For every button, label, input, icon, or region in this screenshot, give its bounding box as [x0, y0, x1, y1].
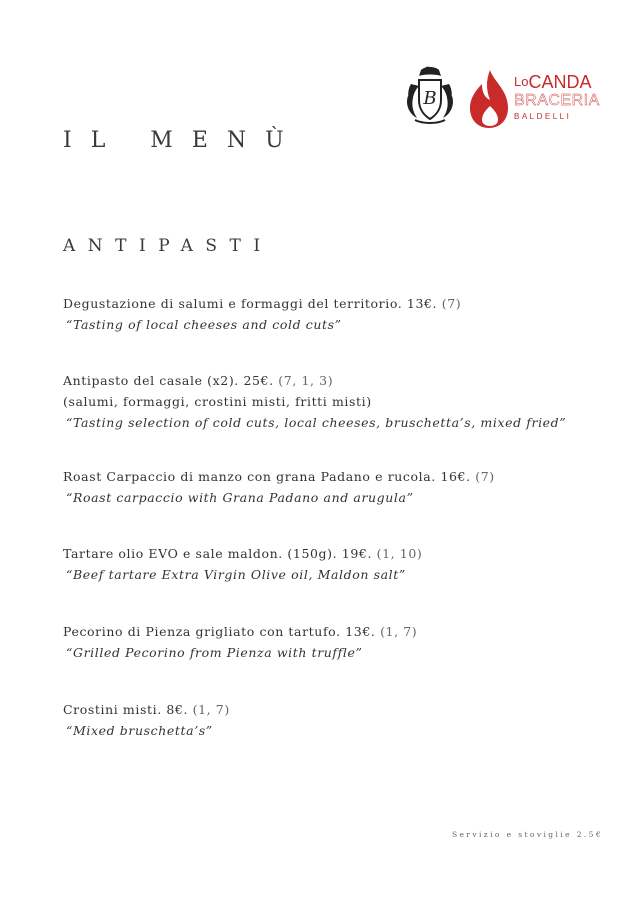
brand-name-locanda: [514, 72, 594, 92]
menu-item: [63, 293, 603, 335]
menu-item-translation: “Roast carpaccio with Grana Padano and arugula”: [66, 490, 414, 505]
menu-item-name: Roast Carpaccio di manzo con grana Padano e rucola. 16€.: [63, 469, 471, 484]
menu-item-allergens: (7, 1, 3): [278, 373, 334, 388]
menu-item-name: Degustazione di salumi e formaggi del territorio. 13€.: [63, 296, 438, 311]
menu-item-name: Tartare olio EVO e sale maldon. (150g). 19€.: [63, 546, 373, 561]
menu-item-detail: (salumi, formaggi, crostini misti, fritti misti): [63, 394, 372, 409]
menu-item-translation: “Tasting selection of cold cuts, local cheeses, bruschetta’s, mixed fried”: [66, 415, 567, 430]
menu-item-allergens: (7): [441, 296, 462, 311]
menu-item: [63, 466, 603, 508]
menu-item-name: Crostini misti. 8€.: [63, 702, 189, 717]
menu-item-line: [63, 466, 603, 487]
menu-item-allergens: (7): [475, 469, 495, 484]
menu-item-translation: “Tasting of local cheeses and cold cuts”: [66, 317, 342, 332]
menu-item-name: Antipasto del casale (x2). 25€.: [63, 373, 274, 388]
menu-item-line: [63, 370, 603, 391]
menu-item-translation: “Grilled Pecorino from Pienza with truffle”: [66, 645, 363, 660]
menu-item: [63, 621, 603, 663]
menu-item-allergens: (1, 7): [380, 624, 418, 639]
menu-item-allergens: (1, 7): [192, 702, 230, 717]
menu-item-line: [63, 293, 603, 314]
service-charge-note: Servizio e stoviglie 2.5€: [451, 830, 603, 839]
brand-name-braceria: BRACERIA: [514, 92, 600, 109]
menu-item-translation: “Mixed bruschetta’s”: [66, 723, 213, 738]
menu-item: [63, 699, 603, 741]
menu-item: [63, 543, 603, 585]
menu-item-line: [63, 621, 603, 642]
crest-logo-icon: [405, 66, 455, 126]
section-antipasti: ANTIPASTI: [63, 236, 273, 256]
menu-title: IL MENÙ: [63, 128, 303, 153]
brand-wordmark: [514, 72, 600, 122]
menu-item-line: [63, 543, 603, 564]
brand-name-baldelli: BALDELLI: [514, 112, 572, 121]
flame-logo-icon: [468, 68, 510, 130]
brand-name-lo: Lo: [514, 74, 529, 89]
menu-item-allergens: (1, 10): [376, 546, 423, 561]
menu-item-translation: “Beef tartare Extra Virgin Olive oil, Maldon salt”: [66, 567, 406, 582]
crest-letter: B: [423, 88, 437, 109]
menu-item: [63, 370, 603, 433]
menu-item-line: [63, 699, 603, 720]
brand-name-canda: CANDA: [528, 72, 592, 92]
menu-item-name: Pecorino di Pienza grigliato con tartufo. 13€.: [63, 624, 376, 639]
